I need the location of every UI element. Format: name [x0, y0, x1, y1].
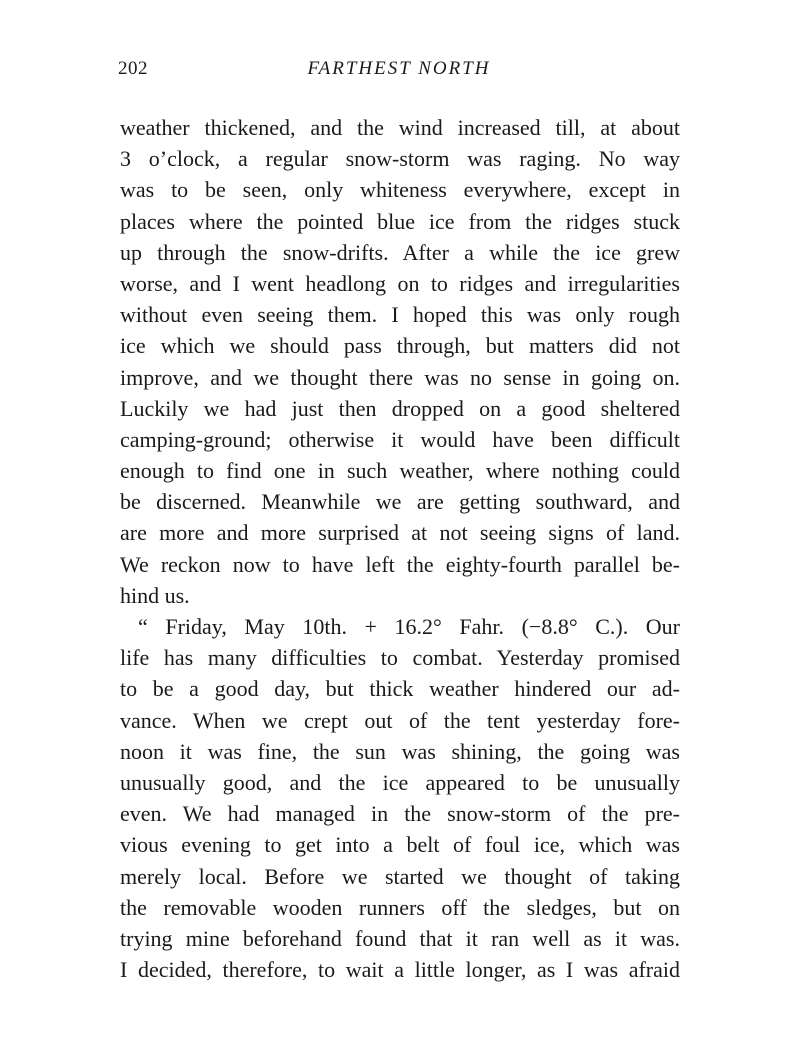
running-head: FARTHEST NORTH: [307, 58, 491, 79]
text-line: vance. When we crept out of the tent yesterday fore-: [120, 707, 680, 733]
text-line: improve, and we thought there was no sense in going on.: [120, 364, 680, 390]
text-line: We reckon now to have left the eighty-fourth parallel be-: [120, 551, 680, 577]
text-line: places where the pointed blue ice from the ridges stuck: [120, 208, 680, 234]
text-line: 3 o’clock, a regular snow-storm was raging. No way: [120, 146, 680, 172]
text-line: camping-ground; otherwise it would have been difficult: [120, 426, 680, 452]
text-line: I decided, therefore, to wait a little longer, as I was afraid: [120, 957, 680, 983]
text-line: Luckily we had just then dropped on a good sheltered: [120, 395, 680, 421]
text-line: to be a good day, but thick weather hindered our ad-: [120, 676, 680, 702]
page-header: [118, 58, 680, 88]
text-line: the removable wooden runners off the sledges, but on: [120, 894, 680, 920]
text-line: ice which we should pass through, but matters did not: [120, 333, 680, 359]
text-line: up through the snow-drifts. After a while the ice grew: [120, 239, 680, 265]
body-text: [120, 112, 680, 985]
text-line: merely local. Before we started we thought of taking: [120, 863, 680, 889]
text-line: are more and more surprised at not seeing signs of land.: [120, 520, 680, 546]
text-line: was to be seen, only whiteness everywhere, except in: [120, 177, 680, 203]
text-line: enough to find one in such weather, where nothing could: [120, 458, 680, 484]
text-line: hind us.: [120, 582, 190, 608]
text-line: trying mine beforehand found that it ran well as it was.: [120, 925, 680, 951]
page-number: 202: [118, 58, 148, 79]
text-line: noon it was fine, the sun was shining, the going was: [120, 738, 680, 764]
text-line: unusually good, and the ice appeared to be unusually: [120, 769, 680, 795]
text-line: even. We had managed in the snow-storm of the pre-: [120, 801, 680, 827]
text-line: vious evening to get into a belt of foul ice, which was: [120, 832, 680, 858]
text-line: worse, and I went headlong on to ridges and irregularities: [120, 270, 680, 296]
text-line: be discerned. Meanwhile we are getting southward, and: [120, 489, 680, 515]
text-line: without even seeing them. I hoped this was only rough: [120, 302, 680, 328]
text-line: weather thickened, and the wind increased till, at about: [120, 115, 680, 140]
text-line: “ Friday, May 10th. + 16.2° Fahr. (−8.8° C.). Our: [138, 614, 680, 639]
text-line: life has many difficulties to combat. Yesterday promised: [120, 645, 680, 671]
